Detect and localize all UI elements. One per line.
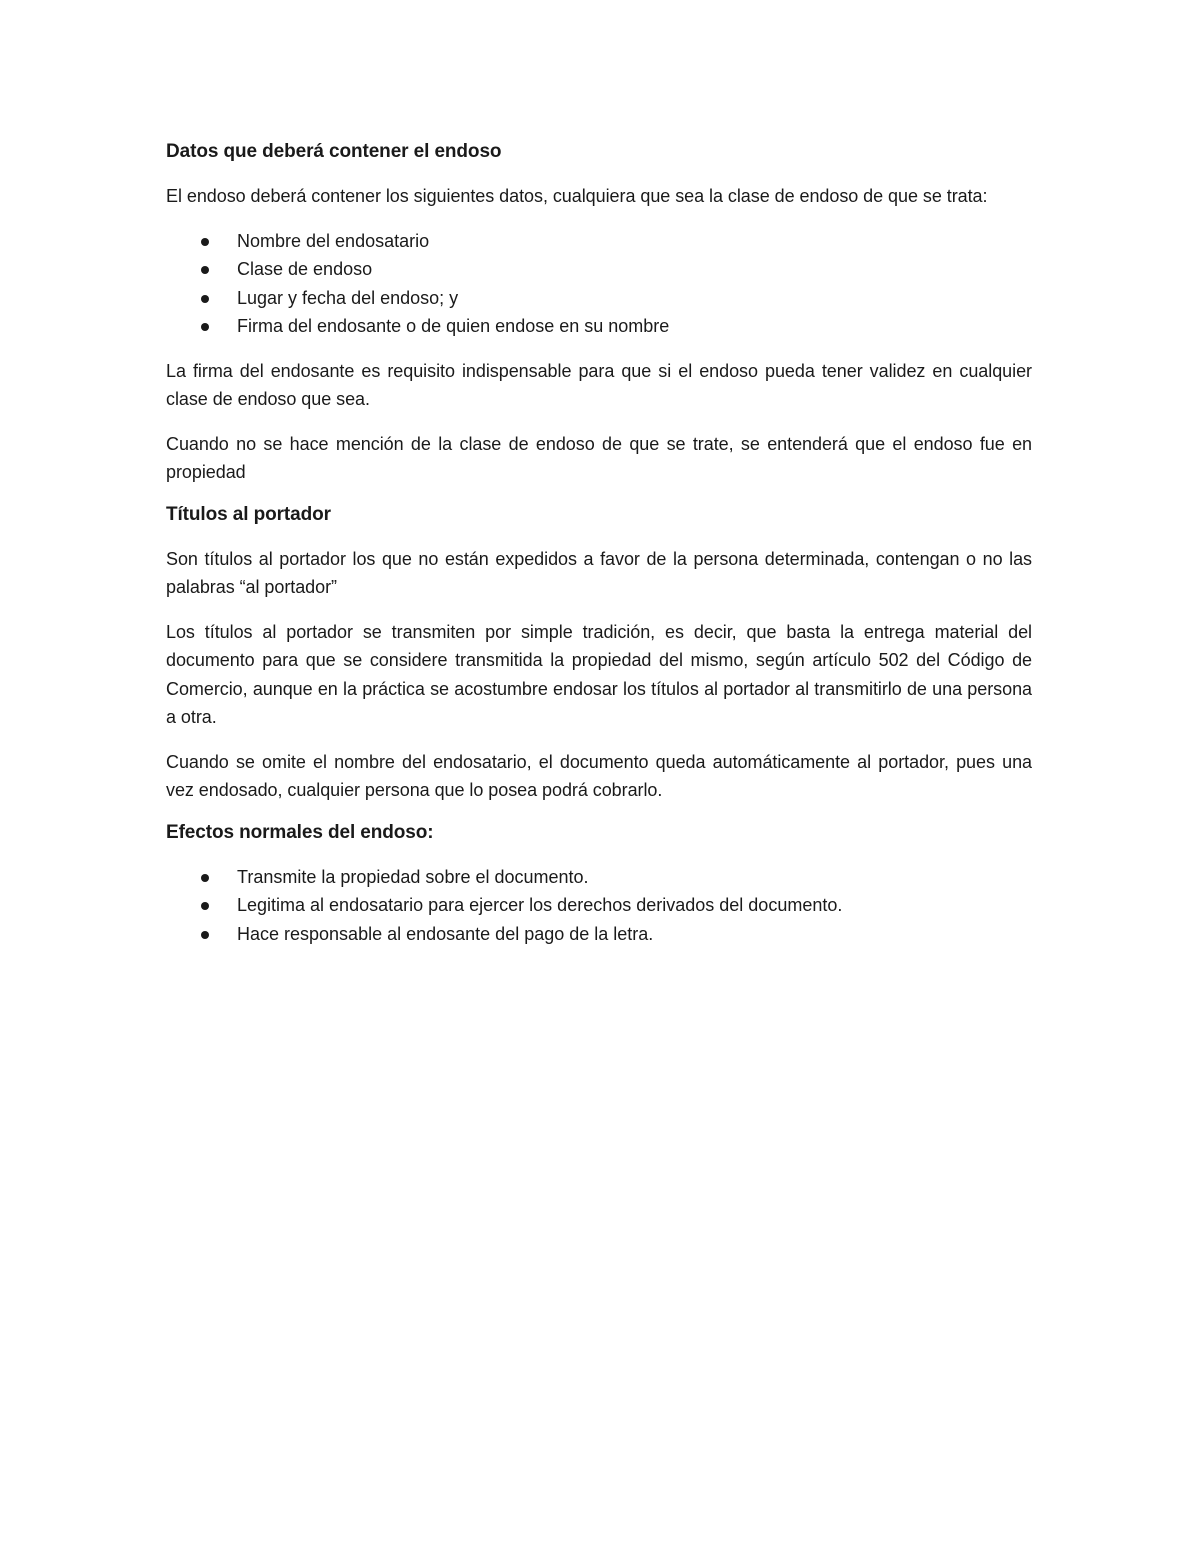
bullet-list-efectos — [166, 863, 1032, 949]
list-item — [166, 227, 1032, 256]
list-item — [166, 255, 1032, 284]
paragraph-titulos-definicion: Son títulos al portador los que no están expedidos a favor de la persona determinada, contengan o no las palabras “al portador” — [166, 548, 1032, 597]
bullet-dot-icon — [201, 902, 209, 910]
section-heading-titulos-portador: Títulos al portador — [166, 503, 331, 525]
paragraph-titulos-transmision: Los títulos al portador se transmiten por simple tradición, es decir, que basta la entrega material del documento para que se considere transmitida la propiedad del mismo, según artículo 502 del Código de Comercio, aunque en la práctica se acostumbre endosar los títulos al portador al transmitirlo de una persona a otra. — [166, 621, 1032, 727]
list-item-text: Clase de endoso — [237, 259, 373, 279]
list-item — [166, 920, 1032, 949]
list-item-text: Hace responsable al endosante del pago de la letra. — [237, 923, 654, 944]
bullet-dot-icon — [201, 931, 209, 939]
list-item-text: Nombre del endosatario — [237, 230, 430, 251]
list-item-text: Lugar y fecha del endoso; y — [237, 287, 459, 308]
section-heading-efectos-endoso: Efectos normales del endoso: — [166, 821, 434, 843]
bullet-dot-icon — [201, 238, 209, 246]
paragraph-intro-datos: El endoso deberá contener los siguientes datos, cualquiera que sea la clase de endoso de que se trata: — [166, 186, 988, 206]
paragraph-endoso-propiedad: Cuando no se hace mención de la clase de endoso de que se trate, se entenderá que el endoso fue en propiedad — [166, 433, 1032, 482]
list-item — [166, 891, 1032, 920]
bullet-dot-icon — [201, 266, 209, 274]
list-item-text: Legitima al endosatario para ejercer los derechos derivados del documento. — [237, 895, 843, 915]
paragraph-firma-endosante: La firma del endosante es requisito indispensable para que si el endoso pueda tener validez en cualquier clase de endoso que sea. — [166, 360, 1032, 409]
list-item — [166, 312, 1032, 341]
section-heading-datos-endoso: Datos que deberá contener el endoso — [166, 141, 502, 162]
list-item — [166, 863, 1032, 892]
list-item — [166, 284, 1032, 313]
paragraph-omision-endosatario: Cuando se omite el nombre del endosatario, el documento queda automáticamente al portador, pues una vez endosado, cualquier persona que lo posea podrá cobrarlo. — [166, 751, 1032, 800]
document-page — [166, 138, 1032, 964]
bullet-dot-icon — [201, 323, 209, 331]
list-item-text: Firma del endosante o de quien endose en su nombre — [237, 316, 670, 336]
bullet-dot-icon — [201, 874, 209, 882]
bullet-dot-icon — [201, 295, 209, 303]
list-item-text: Transmite la propiedad sobre el documento. — [237, 866, 589, 887]
bullet-list-datos — [166, 227, 1032, 341]
